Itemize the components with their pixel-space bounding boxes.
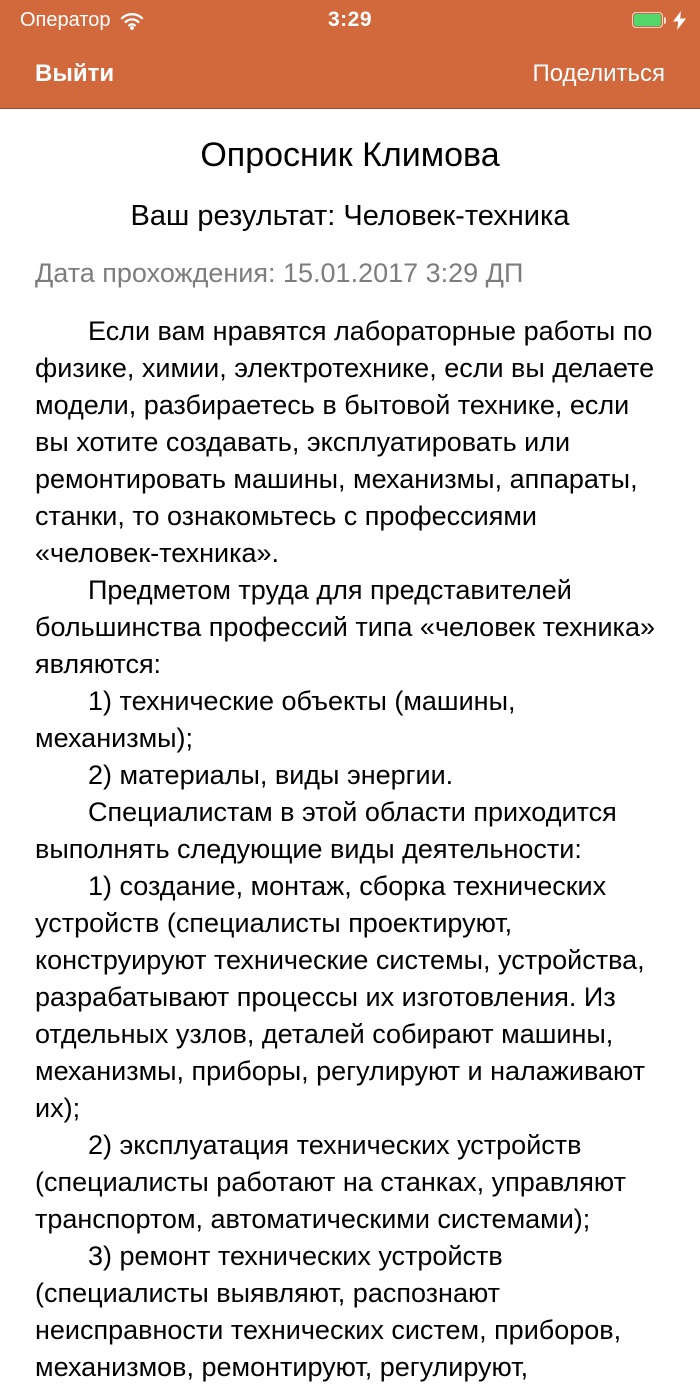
battery-icon <box>632 12 663 28</box>
paragraph-activity-2: 2) эксплуатация технических устройств (специалисты работают на станках, управляют транспортом, автоматическими системами); <box>35 1130 626 1234</box>
wifi-icon <box>120 11 144 30</box>
result-content <box>0 136 700 1386</box>
battery-cap <box>664 17 666 24</box>
paragraph-intro: Если вам нравятся лабораторные работы по физике, химии, электротехнике, если вы делаете модели, разбираетесь в бытовой технике, если вы хотите создавать, эксплуатировать или ремонтировать машины, механизмы, аппараты, станки, то ознакомьтесь с профессиями «человек-техника». <box>35 316 655 568</box>
status-right <box>632 11 700 30</box>
carrier-label: Оператор <box>20 8 111 31</box>
status-bar <box>0 0 700 40</box>
paragraph-objects: 1) технические объекты (машины, механизмы); <box>35 686 516 753</box>
paragraph-subject: Предметом труда для представителей большинства профессий типа «человек техника» являются: <box>35 575 655 679</box>
paragraph-activity-3: 3) ремонт технических устройств (специалисты выявляют, распознают неисправности технических систем, приборов, механизмов, ремонтируют, регулируют, <box>35 1241 622 1382</box>
paragraph-materials: 2) материалы, виды энергии. <box>88 760 454 790</box>
nav-bar <box>0 40 700 108</box>
paragraph-activity-1: 1) создание, монтаж, сборка технических устройств (специалисты проектируют, конструируют технические системы, устройства, разрабатывают процессы их изготовления. Из отдельных узлов, деталей собирают машины, механизмы, приборы, регулируют и налаживают их); <box>35 871 646 1123</box>
header <box>0 0 700 109</box>
exit-button[interactable]: Выйти <box>35 60 115 87</box>
page-title: Опросник Климова <box>200 136 500 174</box>
date-line: Дата прохождения: 15.01.2017 3:29 ДП <box>35 258 524 288</box>
battery-fill <box>634 14 661 26</box>
status-time: 3:29 <box>327 8 373 31</box>
charging-bolt-icon <box>673 11 686 30</box>
share-button[interactable]: Поделиться <box>532 60 665 87</box>
result-line: Ваш результат: Человек-техника <box>130 200 570 232</box>
result-description <box>35 313 665 1386</box>
status-left <box>0 9 144 32</box>
paragraph-activities-intro: Специалистам в этой области приходится выполнять следующие виды деятельности: <box>35 797 617 864</box>
